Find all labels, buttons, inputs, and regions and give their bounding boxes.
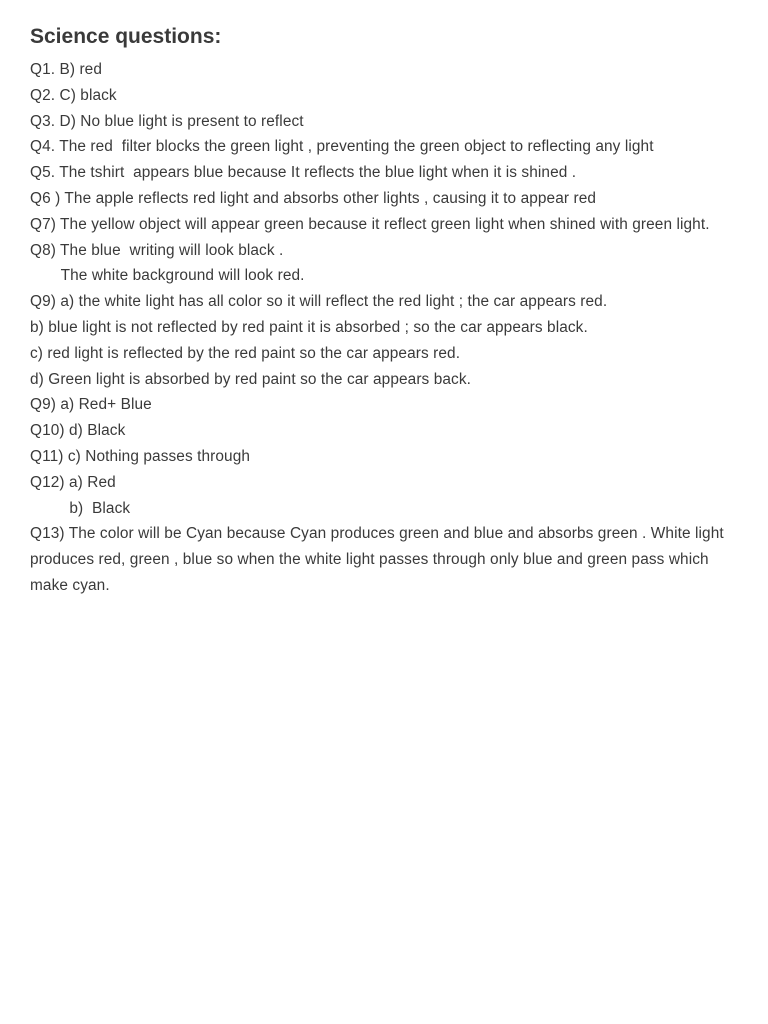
answer-q4: Q4. The red filter blocks the green light , preventing the green object to reflecting any light [30, 138, 654, 156]
answer-q6: Q6 ) The apple reflects red light and absorbs other lights , causing it to appear red [30, 189, 597, 207]
answer-q8-line-1: Q8) The blue writing will look black . [30, 241, 284, 259]
answer-q13: Q13) The color will be Cyan because Cyan produces green and blue and absorbs green . White light produces red, green , blue so when the white light passes through only blue and green pass which make cyan. [30, 525, 729, 594]
answer-q11: Q11) c) Nothing passes through [30, 447, 251, 465]
answer-q9-d: d) Green light is absorbed by red paint so the car appears back. [30, 370, 472, 388]
answer-q5: Q5. The tshirt appears blue because It reflects the blue light when it is shined . [30, 164, 577, 182]
answer-q2: Q2. C) black [30, 86, 117, 104]
answer-q12-b: b) Black [30, 499, 131, 517]
answer-q12-a: Q12) a) Red [30, 473, 116, 491]
answer-q9-c: c) red light is reflected by the red paint so the car appears red. [30, 344, 461, 362]
answer-q9-b: b) blue light is not reflected by red paint it is absorbed ; so the car appears black. [30, 318, 588, 336]
note-title: Science questions: [30, 25, 222, 48]
note-body [30, 22, 742, 599]
answer-q8-line-2: The white background will look red. [30, 267, 305, 285]
answer-q7: Q7) The yellow object will appear green because it reflect green light when shined with green light. [30, 215, 710, 233]
answer-q9-second: Q9) a) Red+ Blue [30, 396, 152, 414]
answer-q10: Q10) d) Black [30, 422, 126, 440]
answer-q9-a: Q9) a) the white light has all color so it will reflect the red light ; the car appears red. [30, 293, 608, 311]
answer-q1: Q1. B) red [30, 61, 102, 78]
answer-q3: Q3. D) No blue light is present to reflect [30, 112, 304, 130]
